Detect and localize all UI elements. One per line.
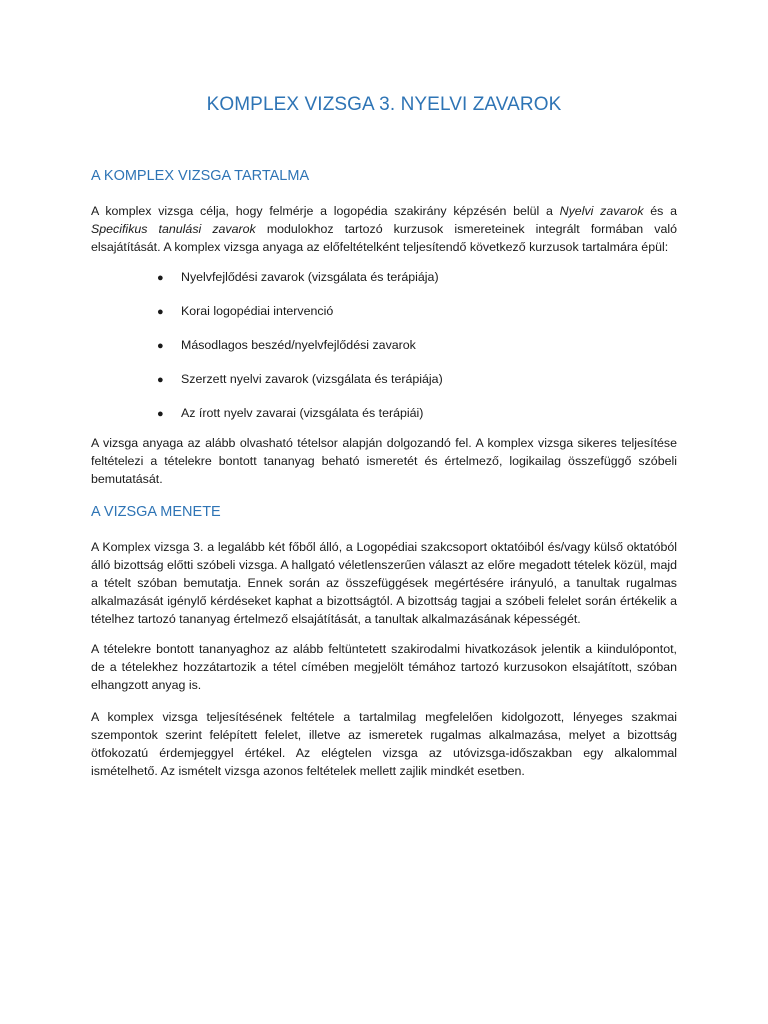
bullet-icon: ● [157, 374, 164, 386]
procedure-paragraph-3: A komplex vizsga teljesítésének feltétele a tartalmilag megfelelően kidolgozott, lényeges szakmai szempontok szerint felépített felelet, illetve az ismeretek rugalmas alkalmazása, melyet a bizottság ötfokozatú érdemjeggyel értékel. Az elégtelen vizsga az utóvizsga-időszakban egy alkalommal ismételhető. Az ismételt vizsga azonos feltételek mellett zajlik mindkét esetben. [91, 710, 677, 778]
bullet-icon: ● [157, 272, 164, 284]
intro-text-2: és a [643, 204, 677, 218]
course-name: Nyelvfejlődési zavarok (vizsgálata és terápiája) [181, 270, 439, 284]
procedure-paragraph-1: A Komplex vizsga 3. a legalább két főből álló, a Logopédiai szakcsoport oktatóiból és/vagy külső oktatóból álló bizottság előtti szóbeli vizsga. A hallgató véletlenszerűen választ az előre megadott tételek közül, majd a tételt szóban bemutatja. Ennek során az összefüggések megértésére irányuló, a tanultak rugalmas alkalmazását igénylő kérdéseket kaphat a bizottságtól. A bizottság tagjai a szóbeli felelet során értékelik a tételhez tartozó tananyag értelmező elsajátítását, a tanultak alkalmazásának képességét. [91, 540, 677, 626]
bullet-icon: ● [157, 306, 164, 318]
course-list [157, 268, 443, 438]
bullet-icon: ● [157, 340, 164, 352]
course-name: Másodlagos beszéd/nyelvfejlődési zavarok [181, 338, 416, 352]
list-item [157, 302, 443, 336]
closing-paragraph: A vizsga anyaga az alább olvasható tételsor alapján dolgozandó fel. A komplex vizsga sikeres teljesítése feltételezi a tételekre bontott tananyag beható ismeretét és értelmező, logikailag összefüggő szóbeli bemutatását. [91, 436, 677, 486]
list-item [157, 336, 443, 370]
course-name: Szerzett nyelvi zavarok (vizsgálata és terápiája) [181, 372, 443, 386]
list-item [157, 370, 443, 404]
document-title: KOMPLEX VIZSGA 3. NYELVI ZAVAROK [206, 94, 562, 115]
intro-text-3: modulokhoz tartozó kurzusok ismereteinek integrált formában való elsajátítását. A komplex vizsga anyaga az előfeltételként teljesítendő következő kurzusok tartalmára épül: [91, 222, 677, 254]
procedure-paragraph-2: A tételekre bontott tananyaghoz az alább feltüntetett szakirodalmi hivatkozások jelentik a kiindulópontot, de a tételekhez hozzátartozik a tétel címében megjelölt témához tartozó kurzusokon elsajátított, szóban elhangzott anyag is. [91, 642, 677, 692]
list-item [157, 268, 443, 302]
section-heading-procedure: A VIZSGA MENETE [91, 504, 221, 520]
intro-italic-specifikus: Specifikus tanulási zavarok [91, 222, 256, 236]
list-item [157, 404, 443, 438]
intro-paragraph [91, 202, 677, 256]
course-name: Az írott nyelv zavarai (vizsgálata és terápiái) [181, 406, 424, 420]
intro-italic-nyelvi-zavarok: Nyelvi zavarok [559, 204, 644, 218]
course-name: Korai logopédiai intervenció [181, 304, 334, 318]
bullet-icon: ● [157, 408, 164, 420]
section-heading-content: A KOMPLEX VIZSGA TARTALMA [91, 168, 310, 184]
intro-text-1: A komplex vizsga célja, hogy felmérje a logopédia szakirány képzésén belül a [91, 204, 560, 218]
